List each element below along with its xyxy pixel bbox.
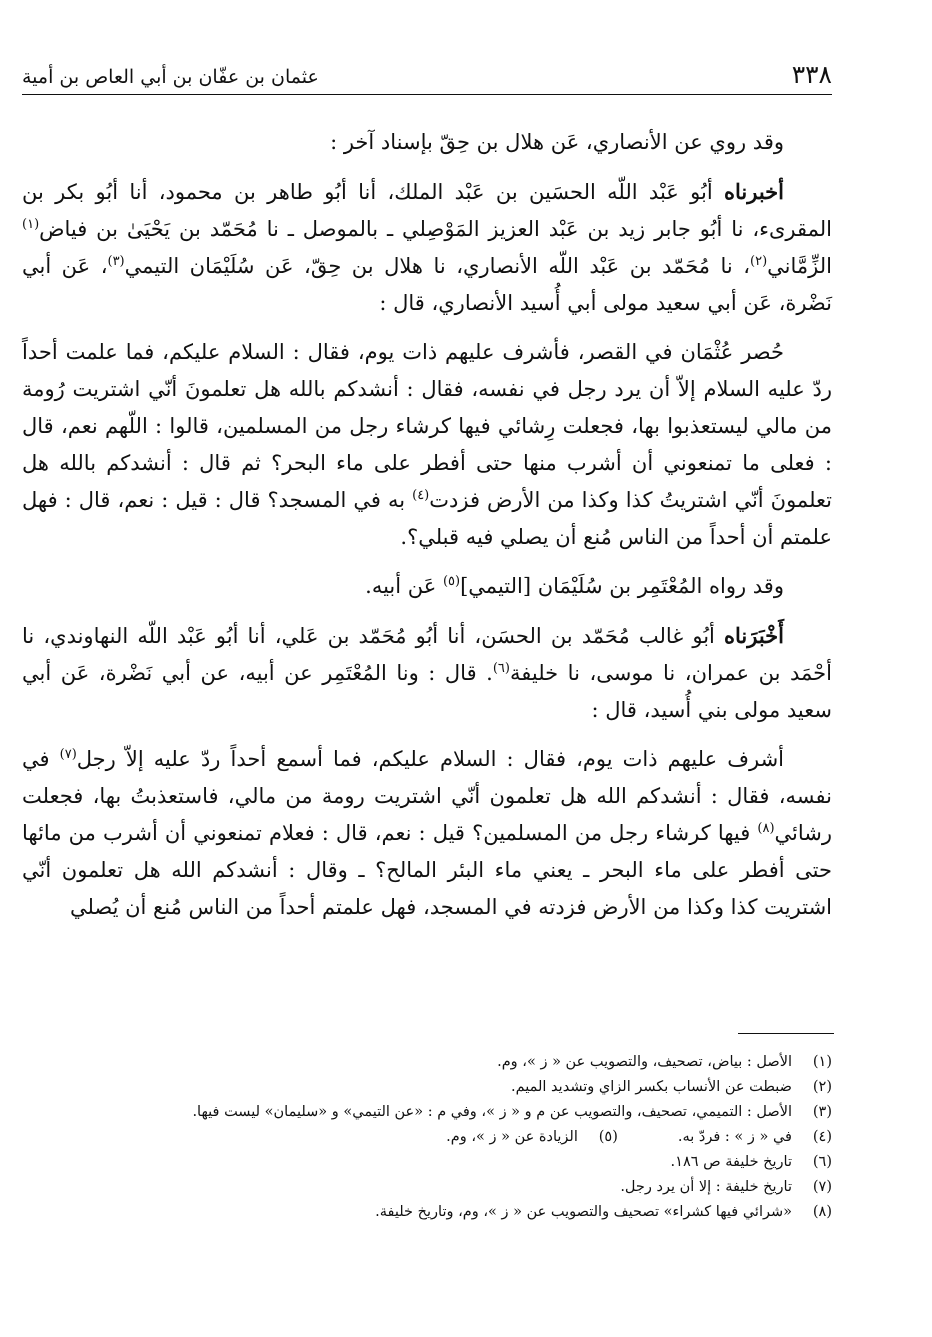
footnote-ref-8[interactable]: (٨) [757, 821, 775, 836]
paragraph-text: به في المسجد؟ قال : قيل : نعم، قال : فهل علمتم أن أحداً من الناس مُنع أن يصلي فيه قبلي؟. [22, 488, 832, 549]
footnote-4-5 [22, 1125, 832, 1150]
footnote-3 [22, 1100, 832, 1125]
footnote-text: الأصل : بياض، تصحيف، والتصويب عن « ز »، وم. [497, 1054, 792, 1070]
footnote-number: (١) [812, 1054, 832, 1070]
paragraph-6 [22, 741, 832, 926]
paragraph-text: في نفسه، فقال : أنشدكم الله هل تعلمون أنّي اشتريت رومة من مالي، فاستعذبتُ بها، فجعلت رشائي [22, 747, 832, 845]
paragraph-text: وقد روي عن الأنصاري، عَن هلال بن حِقّ بإسناد آخر : [330, 130, 784, 154]
footnote-ref-4[interactable]: (٤) [412, 488, 430, 503]
paragraph-text: حُصر عُثْمَان في القصر، فأشرف عليهم ذات يوم، فقال : السلام عليكم، فما علمت أحداً ردّ عليه السلام إلاّ أن يرد رجل في نفسه، فقال : أنشدكم بالله هل تعلمونَ أنّي اشتريت رُومة من مالي ليستعذبوا بها، فجعلت رِشائي فيها كرشاء رجل من المسلمين، قالوا : اللّهم نعم، قال : فعلى ما تمنعوني أن أشرب منها حتى أفطر على ماء البحر؟ ثم قال : أنشدكم بالله هل تعلمونَ أنّي اشتريتُ كذا وكذا من الأرض فزدت [22, 340, 833, 512]
footnote-ref-7[interactable]: (٧) [59, 747, 77, 762]
footnote-ref-5[interactable]: (٥) [442, 574, 461, 589]
page-number: ٣٣٨ [791, 60, 832, 89]
footnote-text: تاريخ خليفة ص ١٨٦. [670, 1154, 792, 1170]
paragraph-text: ، عَن أبي نَضْرة، عَن أبي سعيد مولى أبي أُسيد الأنصاري، قال : [22, 254, 832, 315]
page-header [22, 52, 832, 95]
paragraph-2 [22, 173, 832, 322]
footnote-ref-3[interactable]: (٣) [107, 254, 125, 269]
paragraph-text: . قال : ونا المُعْتَمِر عن أبيه، عن أبي نَضْرة، عَن أبي سعيد مولى بني أُسيد، قال : [22, 661, 832, 722]
footnote-text: «شرائي فيها كشراء» تصحيف والتصويب عن « ز »، وم، وتاريخ خليفة. [375, 1204, 792, 1220]
footnote-8 [22, 1200, 832, 1225]
footnote-text: الأصل : التميمي، تصحيف، والتصويب عن م و « ز »، وفي م : «عن التيمي» و «سليمان» ليست فيها. [192, 1104, 792, 1120]
isnad-keyword: أَخْبَرَناه [724, 623, 784, 648]
paragraph-text: عَن أبيه. [365, 574, 443, 598]
footnote-ref-2[interactable]: (٢) [750, 254, 768, 269]
footnote-ref-6[interactable]: (٦) [492, 661, 510, 676]
footnotes [22, 1050, 832, 1225]
footnote-text: في « ز » : فردّ به. [677, 1129, 792, 1145]
footnote-6 [22, 1150, 832, 1175]
footnote-7 [22, 1175, 832, 1200]
paragraph-text: وقد رواه المُعْتَمِر بن سُلَيْمَان [التيمي] [460, 574, 784, 598]
paragraph-text: أبُو غالب مُحَمّد بن الحسَن، أنا أبُو مُحَمّد بن عَلي، أنا أبُو عَبْد اللّه النهاوندي، نا أحْمَد بن عمران، نا موسى، نا خليفة [22, 624, 832, 685]
paragraph-text: أشرف عليهم ذات يوم، فقال : السلام عليكم، فما أسمع أحداً ردّ عليه إلاّ رجل [76, 747, 784, 771]
footnote-number: (٦) [812, 1154, 832, 1170]
paragraph-5 [22, 617, 832, 729]
running-title: عثمان بن عفّان بن أبي العاص بن أمية [22, 66, 319, 88]
footnote-number: (٣) [812, 1104, 832, 1120]
footnote-2 [22, 1075, 832, 1100]
paragraph-text: ، نا مُحَمّد بن عَبْد اللّه الأنصاري، نا هلال بن حِقّ، عَن سُلَيْمَان التيمي [124, 254, 751, 278]
paragraph-4 [22, 568, 832, 605]
footnote-number: (٨) [812, 1204, 832, 1220]
footnote-number: (٧) [812, 1179, 832, 1195]
paragraph-1 [22, 124, 832, 161]
main-text [22, 124, 832, 938]
footnote-text: تاريخ خليفة : إلا أن يرد رجل. [620, 1179, 792, 1195]
footnote-number: (٢) [812, 1079, 832, 1095]
paragraph-text: الزِّمَّاني [767, 254, 832, 278]
footnote-text: ضبطت عن الأنساب بكسر الزاي وتشديد الميم. [510, 1079, 792, 1095]
footnote-number: (٤) [812, 1129, 832, 1145]
footnote-number: (٥) [598, 1129, 618, 1145]
footnote-separator [738, 1033, 834, 1034]
paragraph-text: فيها كرشاء رجل من المسلمين؟ قيل : نعم، قال : فعلام تمنعوني أن أشرب من مائها حتى أفطر على ماء البحر ـ يعني ماء البئر المالح؟ ـ وقال : أنشدكم الله هل تعلمون أنّي اشتريت كذا وكذا من الأرض فزدته في المسجد، فهل علمتم أحداً من الناس مُنع أن يُصلي [22, 821, 832, 919]
isnad-keyword: أخبرناه [724, 179, 784, 204]
footnote-ref-1[interactable]: (١) [22, 217, 40, 232]
footnote-1 [22, 1050, 832, 1075]
footnote-text: الزيادة عن « ز »، وم. [446, 1129, 578, 1145]
paragraph-3 [22, 334, 832, 556]
paragraph-text: أبُو عَبْد اللّه الحسَين بن عَبْد الملك، أنا أبُو طاهر بن محمود، أنا أبُو بكر بن المقرىء، نا أبُو جابر زيد بن عَبْد العزيز المَوْصِلي ـ بالموصل ـ نا مُحَمّد بن يَحْيَىٰ بن فياض [22, 180, 832, 241]
